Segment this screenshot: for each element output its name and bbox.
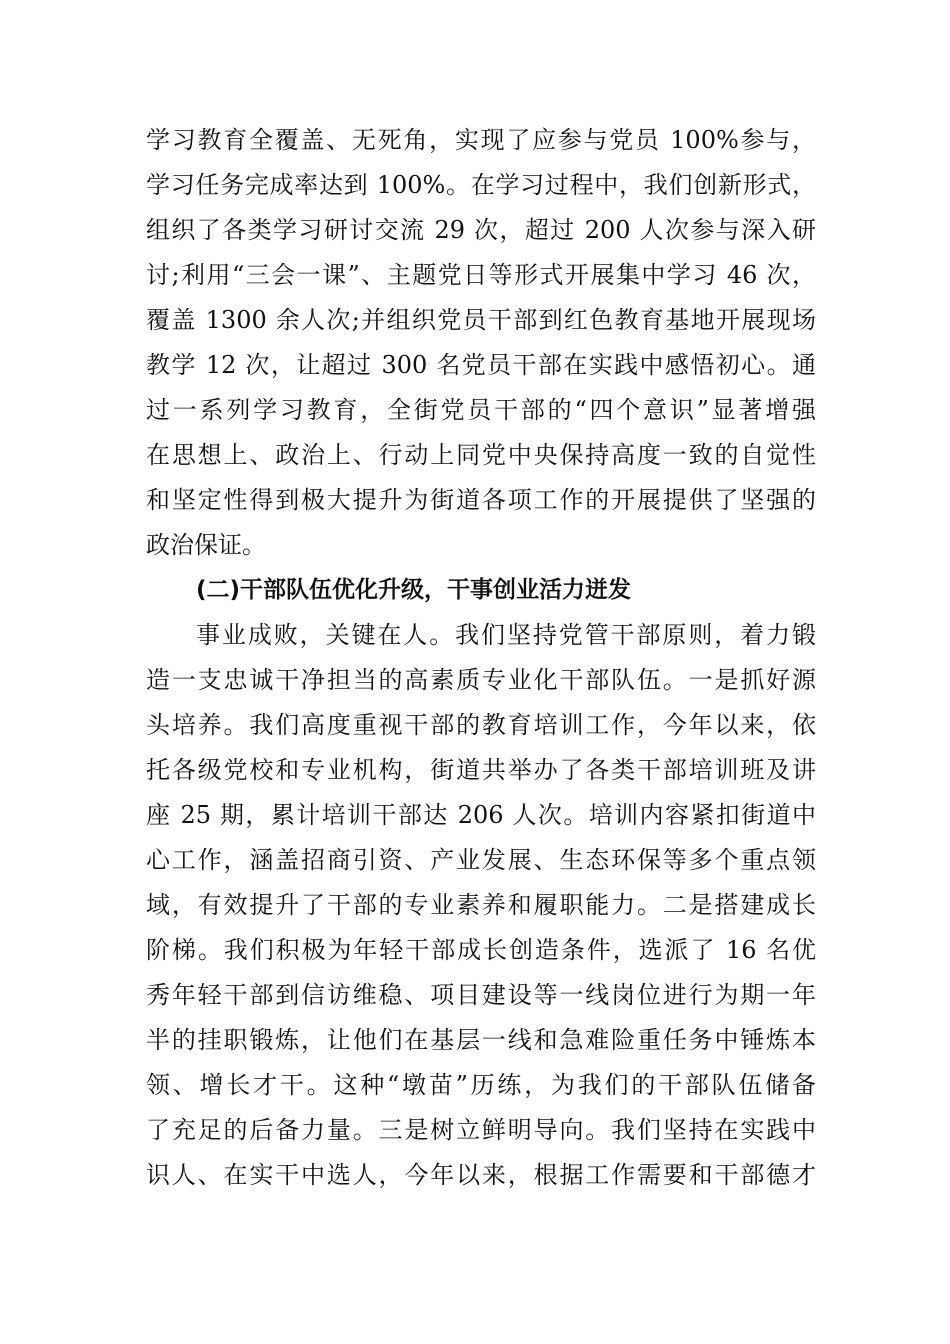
paragraph-line: 心工作，涵盖招商引资、产业发展、生态环保等多个重点领 [146, 846, 816, 874]
paragraph-line: 头培养。我们高度重视干部的教育培训工作，今年以来，依 [146, 711, 816, 739]
paragraph-line: 造一支忠诚干净担当的高素质专业化干部队伍。一是抓好源 [146, 666, 816, 694]
paragraph-line: 事业成败，关键在人。我们坚持党管干部原则，着力锻 [196, 621, 816, 649]
paragraph-line: 学习任务完成率达到 100%。在学习过程中，我们创新形式， [146, 171, 816, 199]
paragraph-line: 领、增长才干。这种“墩苗”历练，为我们的干部队伍储备 [146, 1071, 816, 1099]
paragraph-line: 讨;利用“三会一课”、主题党日等形式开展集中学习 46 次， [146, 261, 816, 289]
paragraph-line: 半的挂职锻炼，让他们在基层一线和急难险重任务中锤炼本 [146, 1026, 816, 1054]
section-heading-block [146, 568, 816, 613]
paragraph-line: 识人、在实干中选人，今年以来，根据工作需要和干部德才 [146, 1161, 816, 1189]
paragraph-party-study [146, 118, 816, 568]
section-heading: (二)干部队伍优化升级，干事创业活力迸发 [196, 577, 632, 603]
paragraph-cadre-team [146, 613, 816, 1198]
paragraph-line: 和坚定性得到极大提升为街道各项工作的开展提供了坚强的 [146, 486, 816, 514]
paragraph-line: 域，有效提升了干部的专业素养和履职能力。二是搭建成长 [146, 891, 816, 919]
paragraph-line: 政治保证。 [146, 531, 266, 559]
paragraph-line: 托各级党校和专业机构，街道共举办了各类干部培训班及讲 [146, 756, 816, 784]
paragraph-line: 组织了各类学习研讨交流 29 次，超过 200 人次参与深入研 [146, 216, 816, 244]
paragraph-line: 学习教育全覆盖、无死角，实现了应参与党员 100%参与， [146, 126, 816, 154]
paragraph-line: 秀年轻干部到信访维稳、项目建设等一线岗位进行为期一年 [146, 981, 816, 1009]
paragraph-line: 教学 12 次，让超过 300 名党员干部在实践中感悟初心。通 [146, 351, 816, 379]
paragraph-line: 在思想上、政治上、行动上同党中央保持高度一致的自觉性 [146, 441, 816, 469]
paragraph-line: 覆盖 1300 余人次;并组织党员干部到红色教育基地开展现场 [146, 306, 816, 334]
paragraph-line: 座 25 期，累计培训干部达 206 人次。培训内容紧扣街道中 [146, 801, 816, 829]
paragraph-line: 过一系列学习教育，全街党员干部的“四个意识”显著增强 [146, 396, 816, 424]
paragraph-line: 阶梯。我们积极为年轻干部成长创造条件，选派了 16 名优 [146, 936, 816, 964]
paragraph-line: 了充足的后备力量。三是树立鲜明导向。我们坚持在实践中 [146, 1116, 816, 1144]
